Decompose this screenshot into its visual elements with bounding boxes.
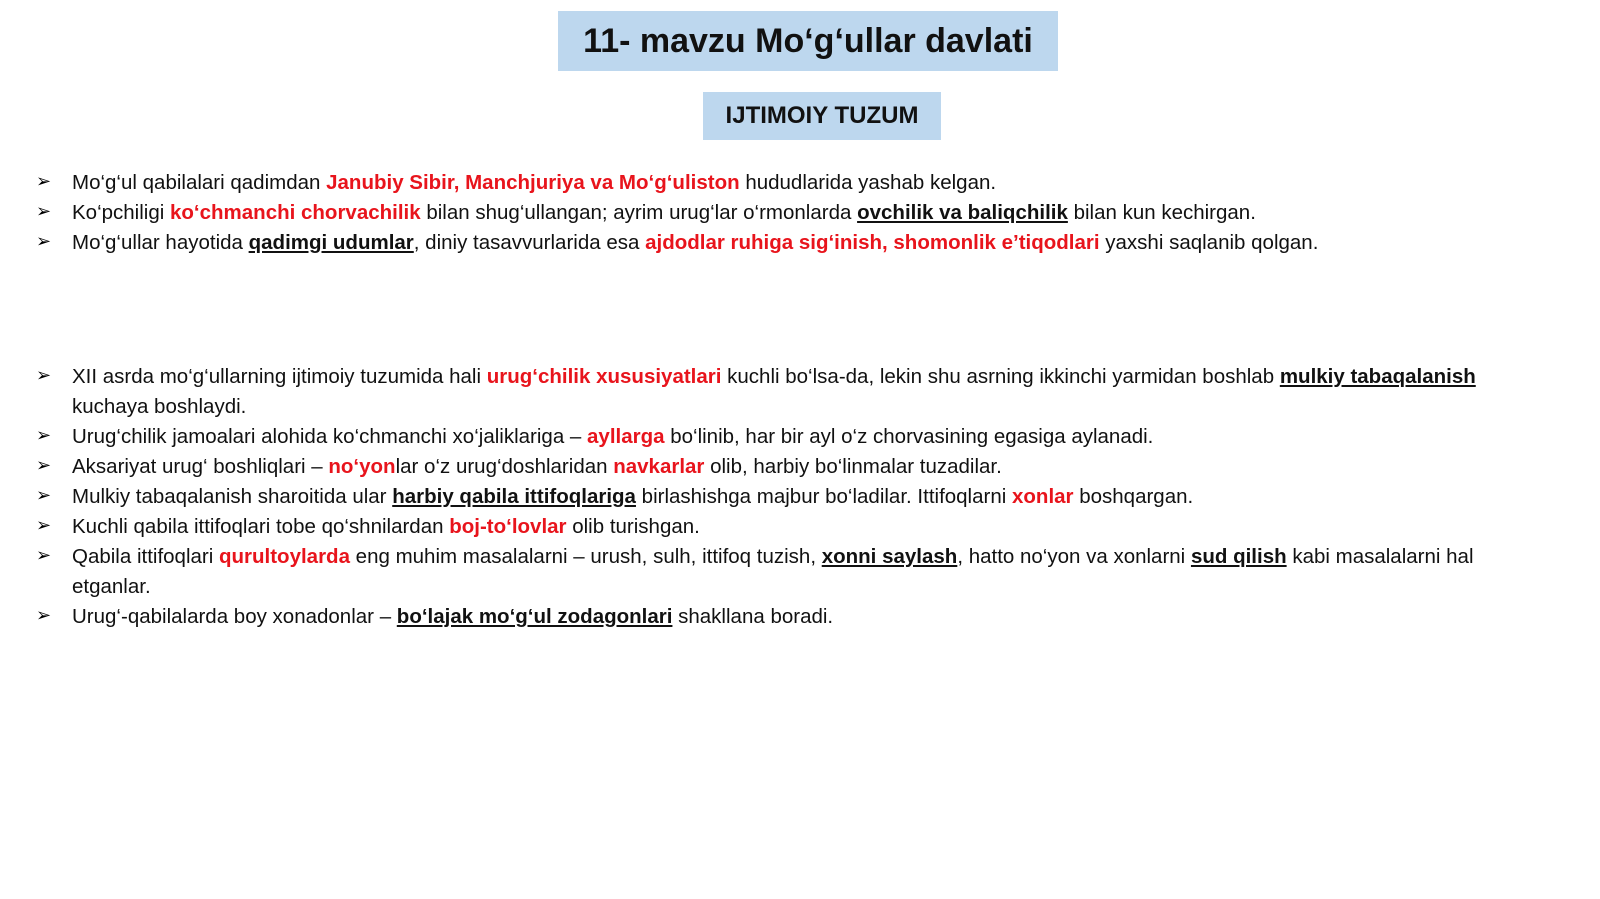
arrowhead-bullet-icon: ➢: [36, 545, 52, 565]
highlighted-term: no‘yon: [328, 455, 396, 478]
bullet-text: Mo‘g‘ul qabilalari qadimdan: [72, 171, 327, 194]
bullet-text: kuchli bo‘lsa-da, lekin shu asrning ikkinchi yarmidan boshlab: [721, 365, 1280, 388]
bullet-item: [36, 168, 1486, 198]
arrowhead-bullet-icon: ➢: [36, 485, 52, 505]
underlined-term: ovchilik va baliqchilik: [857, 201, 1068, 224]
arrowhead-bullet-icon: ➢: [36, 455, 52, 475]
underlined-term: xonni saylash: [821, 545, 958, 568]
underlined-term: bo‘lajak mo‘g‘ul zodagonlari: [396, 605, 673, 628]
arrowhead-bullet-icon: ➢: [36, 231, 52, 251]
bullet-item: [36, 198, 1486, 228]
underlined-term: harbiy qabila ittifoqlariga: [392, 485, 636, 508]
highlighted-term: xonlar: [1012, 485, 1074, 508]
bullet-text: kuchaya boshlaydi.: [72, 395, 247, 418]
bullet-text: Qabila ittifoqlari: [72, 545, 219, 568]
bullet-text: bilan kun kechirgan.: [1067, 201, 1256, 224]
bullet-item: [36, 452, 1486, 482]
bullet-text: shakllana boradi.: [672, 605, 834, 628]
underlined-term: mulkiy tabaqalanish: [1279, 365, 1476, 388]
arrowhead-bullet-icon: ➢: [36, 365, 52, 385]
highlighted-term: urug‘chilik xususiyatlari: [486, 365, 722, 388]
bullet-text: Aksariyat urug‘ boshliqlari –: [72, 455, 329, 478]
highlighted-term: boj-to‘lovlar: [449, 515, 567, 538]
bullet-list-intro: [36, 168, 1486, 258]
highlighted-term: navkarlar: [613, 455, 705, 478]
bullet-text: bilan shug‘ullangan; ayrim urug‘lar o‘rmonlarda: [420, 201, 858, 224]
bullet-item: [36, 228, 1486, 258]
highlighted-term: ko‘chmanchi chorvachilik: [170, 201, 421, 224]
arrowhead-bullet-icon: ➢: [36, 515, 52, 535]
bullet-text: kabi masalalarni hal etganlar.: [72, 545, 1474, 598]
arrowhead-bullet-icon: ➢: [36, 425, 52, 445]
bullet-text: , hatto no‘yon va xonlarni: [957, 545, 1191, 568]
bullet-text: XII asrda mo‘g‘ullarning ijtimoiy tuzumida hali: [72, 365, 487, 388]
highlighted-term: Janubiy Sibir, Manchjuriya va Mo‘g‘uliston: [326, 171, 740, 194]
bullet-text: Mulkiy tabaqalanish sharoitida ular: [72, 485, 393, 508]
bullet-text: Ko‘pchiligi: [72, 201, 170, 224]
bullet-text: birlashishga majbur bo‘ladilar. Ittifoqlarni: [635, 485, 1012, 508]
bullet-text: Mo‘g‘ullar hayotida: [72, 231, 249, 254]
bullet-text: , diniy tasavvurlarida esa: [413, 231, 646, 254]
highlighted-term: ajdodlar ruhiga sig‘inish, shomonlik e’tiqodlari: [645, 231, 1100, 254]
bullet-text: lar o‘z urug‘doshlaridan: [395, 455, 614, 478]
bullet-text: Kuchli qabila ittifoqlari tobe qo‘shnilardan: [72, 515, 450, 538]
section-subtitle: [703, 92, 941, 140]
bullet-text: olib, harbiy bo‘linmalar tuzadilar.: [704, 455, 1002, 478]
bullet-text: eng muhim masalalarni – urush, sulh, ittifoq tuzish,: [349, 545, 822, 568]
bullet-item: [36, 542, 1486, 602]
arrowhead-bullet-icon: ➢: [36, 171, 52, 191]
bullet-item: [36, 602, 1486, 632]
section-subtitle-text: IJTIMOIY TUZUM: [725, 102, 919, 129]
bullet-list-social-structure: [36, 362, 1486, 632]
bullet-item: [36, 422, 1486, 452]
bullet-text: bo‘linib, har bir ayl o‘z chorvasining egasiga aylanadi.: [664, 425, 1154, 448]
highlighted-term: ayllarga: [587, 425, 665, 448]
bullet-text: yaxshi saqlanib qolgan.: [1099, 231, 1319, 254]
underlined-term: qadimgi udumlar: [248, 231, 414, 254]
bullet-text: Urug‘chilik jamoalari alohida ko‘chmanchi xo‘jaliklariga –: [72, 425, 588, 448]
bullet-text: olib turishgan.: [566, 515, 700, 538]
slide-title: [558, 11, 1058, 71]
arrowhead-bullet-icon: ➢: [36, 201, 52, 221]
arrowhead-bullet-icon: ➢: [36, 605, 52, 625]
bullet-item: [36, 482, 1486, 512]
bullet-item: [36, 512, 1486, 542]
bullet-text: Urug‘-qabilalarda boy xonadonlar –: [72, 605, 397, 628]
highlighted-term: qurultoylarda: [218, 545, 350, 568]
bullet-text: hududlarida yashab kelgan.: [739, 171, 997, 194]
underlined-term: sud qilish: [1190, 545, 1287, 568]
bullet-item: [36, 362, 1486, 422]
bullet-text: boshqargan.: [1073, 485, 1194, 508]
slide-title-text: 11- mavzu Mo‘g‘ullar davlati: [583, 21, 1033, 60]
